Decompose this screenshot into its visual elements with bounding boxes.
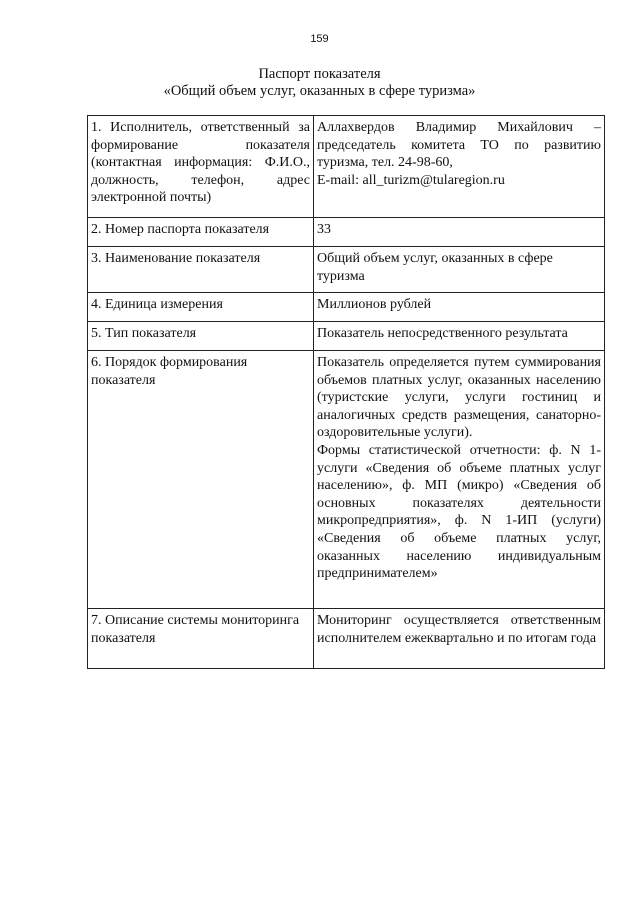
row-label: 2. Номер паспорта показателя — [88, 218, 314, 247]
row-label: 7. Описание системы мониторинга показателя — [88, 609, 314, 669]
row-label: 4. Единица измерения — [88, 293, 314, 322]
row-value: 33 — [314, 218, 605, 247]
row-value: Аллахвердов Владимир Михайлович – председатель комитета ТО по развитию туризма, тел. 24-98-60, E-mail: all_turizm@tularegion.ru — [314, 116, 605, 218]
row-label: 6. Порядок формирования показателя — [88, 351, 314, 609]
row-value: Мониторинг осуществляется ответственным исполнителем ежеквартально и по итогам года — [314, 609, 605, 669]
row-value: Общий объем услуг, оказанных в сфере туризма — [314, 247, 605, 293]
row-label: 5. Тип показателя — [88, 322, 314, 351]
row-value: Показатель определяется путем суммирования объемов платных услуг, оказанных населению (туристские услуги, услуги гостиниц и аналогичных средств размещения, санаторно-оздоровительные услуги). Формы статистической отчетности: ф. N 1-услуги «Сведения об объеме платных услуг населению», ф. МП (микро) «Сведения об основных показателях деятельности микропредприятия», ф. N 1-ИП (услуги) «Сведения об объеме платных услуг, оказанных населению индивидуальным предпринимателем» — [314, 351, 605, 609]
row-value: Показатель непосредственного результата — [314, 322, 605, 351]
title-line-2: «Общий объем услуг, оказанных в сфере туризма» — [163, 83, 476, 99]
page-number: 159 — [310, 33, 329, 45]
table-row — [88, 218, 605, 247]
table-row — [88, 322, 605, 351]
row-label: 1. Исполнитель, ответственный за формирование показателя (контактная информация: Ф.И.О., должность, телефон, адрес электронной почты) — [88, 116, 314, 218]
table-row — [88, 293, 605, 322]
row-label: 3. Наименование показателя — [88, 247, 314, 293]
table-row — [88, 116, 605, 218]
table-row — [88, 609, 605, 669]
table-row — [88, 351, 605, 609]
row-value: Миллионов рублей — [314, 293, 605, 322]
document-title — [0, 66, 639, 100]
title-line-1: Паспорт показателя — [258, 66, 381, 82]
table-row — [88, 247, 605, 293]
passport-table — [87, 115, 605, 669]
